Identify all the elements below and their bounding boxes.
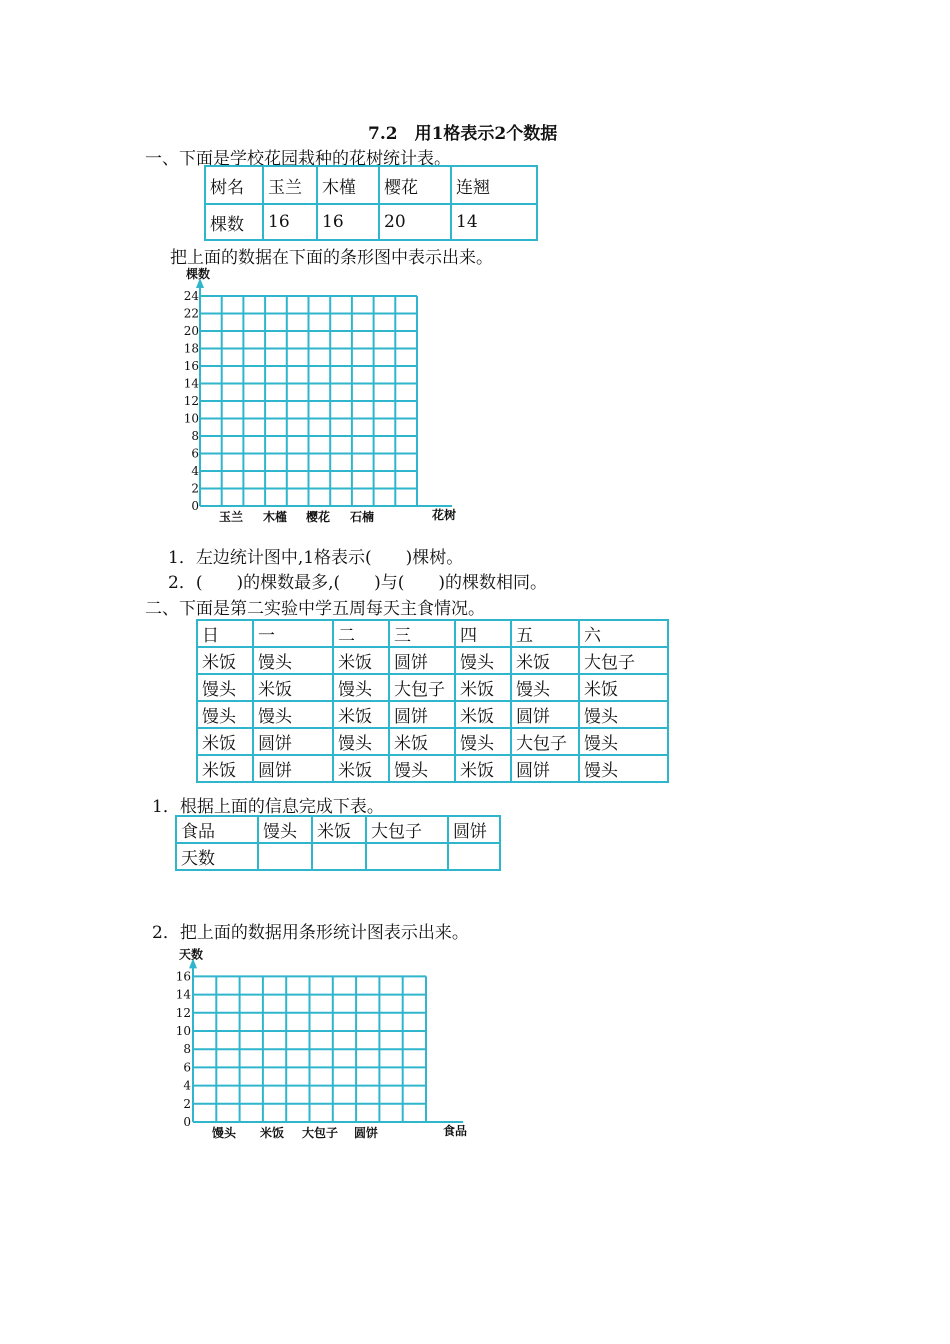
table-cell: 馒头 [579,755,668,782]
table-cell: 米饭 [197,647,253,674]
category-label: 樱花 [306,510,331,524]
table-cell: 馒头 [579,728,668,755]
table-cell: 圆饼 [511,755,579,782]
table-cell: 米饭 [333,647,389,674]
table-cell: 馒头 [455,728,511,755]
y-tick-label: 0 [183,1115,191,1129]
table-cell: 玉兰 [263,166,317,204]
table-cell: 四 [455,620,511,647]
y-tick-label: 14 [183,376,199,391]
category-label: 馒头 [212,1126,237,1140]
y-tick-label: 2 [191,481,199,496]
y-tick-label: 4 [183,1078,191,1093]
table-cell: 棵数 [205,204,263,240]
table-cell: 馒头 [333,674,389,701]
table-cell: 大包子 [579,647,668,674]
table-cell: 圆饼 [511,701,579,728]
y-tick-label: 6 [191,446,199,461]
table-cell: 16 [263,204,317,240]
table-cell: 14 [451,204,537,240]
table-cell: 天数 [176,843,258,870]
y-axis-label: 棵数 [186,267,211,281]
table-cell: 馒头 [389,755,455,782]
section2-question-2: 2．把上面的数据用条形统计图表示出来。 [152,923,469,943]
table-cell: 馒头 [253,647,333,674]
table-cell: 馒头 [333,728,389,755]
category-label: 玉兰 [219,510,244,524]
category-label: 大包子 [302,1126,339,1140]
table-cell: 食品 [176,816,258,843]
y-tick-label: 10 [183,411,199,426]
y-tick-label: 8 [191,429,199,443]
table-cell: 大包子 [389,674,455,701]
table-cell: 二 [333,620,389,647]
x-axis-label: 食品 [443,1124,468,1138]
table-cell: 米饭 [579,674,668,701]
y-tick-label: 16 [175,969,191,984]
category-label: 木槿 [263,510,288,524]
y-tick-label: 16 [183,359,199,373]
section1-question-2: 2．( )的棵数最多,( )与( )的棵数相同。 [168,573,548,593]
y-tick-label: 2 [183,1096,191,1111]
y-tick-label: 0 [191,499,199,513]
section2-heading: 二、下面是第二实验中学五周每天主食情况。 [145,599,485,619]
table-cell: 馒头 [197,701,253,728]
table-cell: 大包子 [366,816,448,843]
table-cell: 圆饼 [389,647,455,674]
table-cell: 日 [197,620,253,647]
y-tick-label: 14 [175,987,191,1002]
table-cell: 米饭 [253,674,333,701]
category-label: 石楠 [350,510,375,524]
table-cell: 馒头 [455,647,511,674]
table-cell: 大包子 [511,728,579,755]
table-cell: 米饭 [455,701,511,728]
table-cell: 米饭 [197,755,253,782]
y-tick-label: 24 [183,289,199,303]
y-tick-label: 22 [183,306,199,321]
section1-question-1: 1．左边统计图中,1格表示( )棵树。 [168,548,464,568]
table-cell: 米饭 [511,647,579,674]
table-cell: 馒头 [253,701,333,728]
table-cell: 三 [389,620,455,647]
table-cell: 米饭 [455,755,511,782]
table-cell: 圆饼 [448,816,500,843]
section1-instruction: 把上面的数据在下面的条形图中表示出来。 [170,248,493,268]
y-tick-label: 4 [191,464,199,478]
table-cell: 圆饼 [253,728,333,755]
section1-heading: 一、下面是学校花园栽种的花树统计表。 [145,149,451,169]
table-cell: 米饭 [312,816,366,843]
page-title: 7.2 用1格表示2个数据 [368,124,558,144]
table-cell: 五 [511,620,579,647]
y-axis-label: 天数 [179,947,204,962]
table-cell: 馒头 [579,701,668,728]
table-cell: 馒头 [258,816,312,843]
y-tick-label: 12 [183,394,199,408]
y-tick-label: 10 [175,1024,191,1038]
category-label: 圆饼 [354,1126,379,1140]
y-tick-label: 8 [183,1042,191,1057]
table-cell: 16 [317,204,379,240]
table-cell: 米饭 [333,755,389,782]
table-cell: 米饭 [389,728,455,755]
table-cell: 六 [579,620,668,647]
table-cell: 圆饼 [253,755,333,782]
y-tick-label: 18 [183,341,199,356]
table-cell: 树名 [205,166,263,204]
category-label: 米饭 [260,1126,285,1140]
y-tick-label: 12 [175,1005,191,1020]
table-cell: 一 [253,620,333,647]
y-tick-label: 6 [183,1060,191,1075]
x-axis-label: 花树 [432,508,457,522]
table-cell: 米饭 [333,701,389,728]
table-cell: 馒头 [511,674,579,701]
table-cell: 樱花 [379,166,451,204]
y-tick-label: 20 [183,324,199,338]
table-cell: 木槿 [317,166,379,204]
table-cell: 连翘 [451,166,537,204]
table-cell: 20 [379,204,451,240]
table-cell: 馒头 [197,674,253,701]
table-cell: 米饭 [455,674,511,701]
table-cell: 圆饼 [389,701,455,728]
table-cell: 米饭 [197,728,253,755]
section2-question-1: 1．根据上面的信息完成下表。 [152,797,384,817]
